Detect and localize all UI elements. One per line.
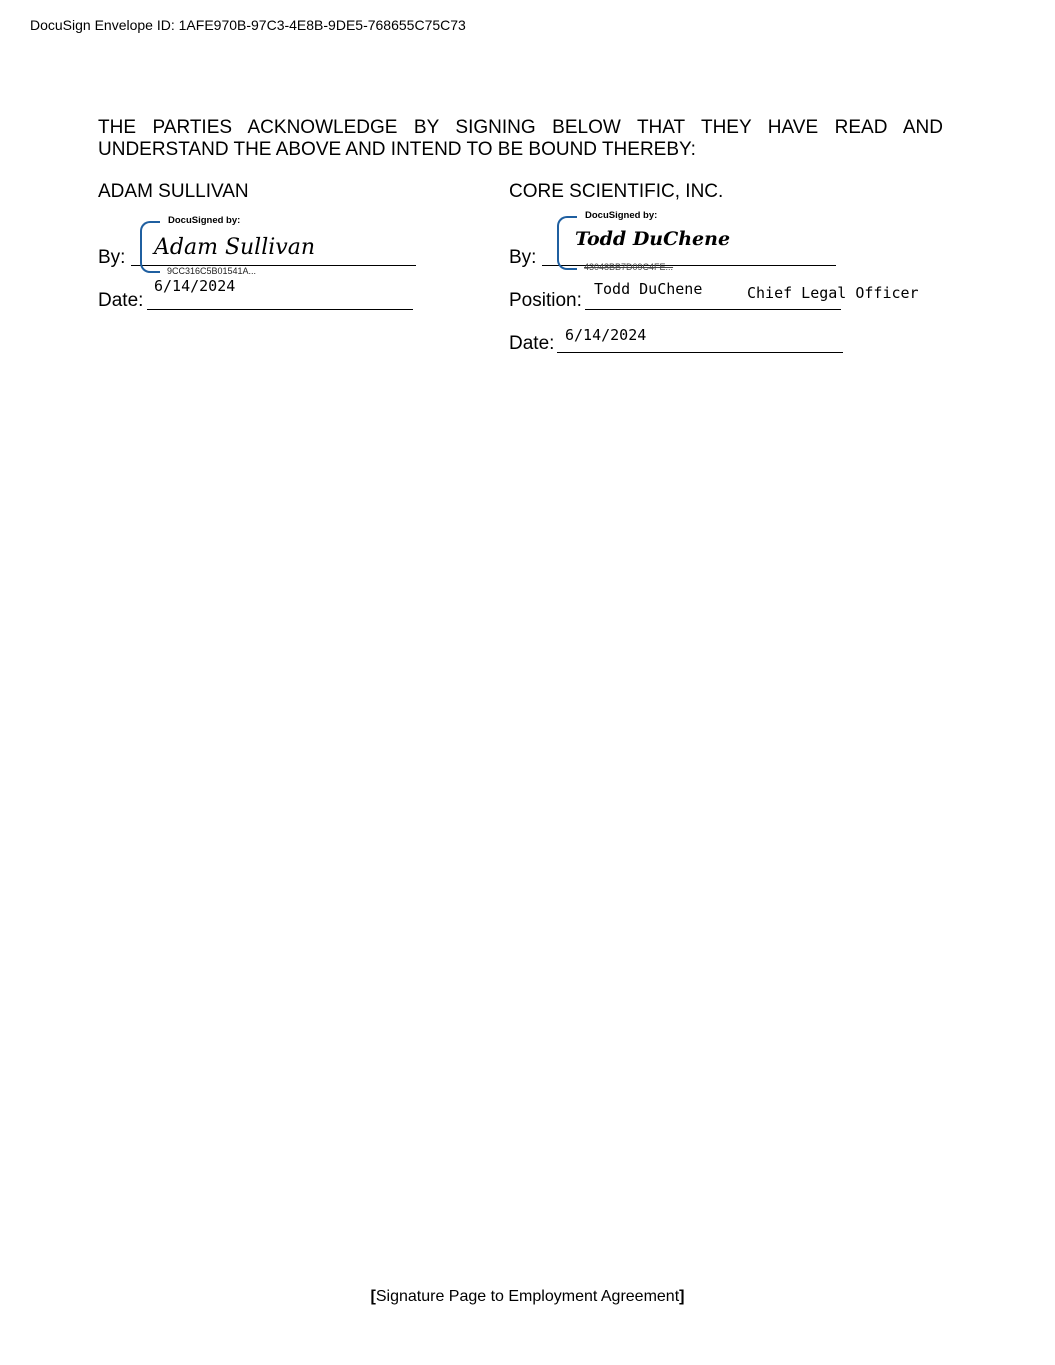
right-docusign-stamp[interactable] [557, 210, 731, 272]
left-signature-id: 9CC316C5B01541A... [167, 266, 257, 276]
right-signature-id: 43048BB7D09C4FE... [584, 262, 674, 272]
docusign-header: DocuSigned by: [585, 210, 658, 221]
page-footer [0, 1288, 1055, 1306]
docusign-header: DocuSigned by: [168, 215, 241, 226]
right-date-value[interactable]: 6/14/2024 [565, 326, 647, 344]
right-party-name: CORE SCIENTIFIC, INC. [509, 181, 724, 202]
right-position-label: Position: [509, 290, 582, 311]
right-date-line [557, 352, 843, 353]
left-date-label: Date: [98, 290, 144, 311]
right-position-name[interactable]: Todd DuChene [594, 280, 703, 298]
footer-close-bracket: ] [679, 1288, 685, 1305]
left-date-value[interactable]: 6/14/2024 [154, 277, 236, 295]
left-by-label: By: [98, 247, 126, 268]
left-date-line [147, 309, 413, 310]
left-signature: Adam Sullivan [154, 235, 316, 260]
right-signature: Todd DuChene [575, 228, 731, 250]
left-docusign-stamp[interactable] [140, 215, 316, 276]
docusign-bracket [557, 216, 577, 270]
acknowledgement-paragraph: THE PARTIES ACKNOWLEDGE BY SIGNING BELOW THAT THEY HAVE READ AND UNDERSTAND THE ABOVE AND INTEND TO BE BOUND THEREBY: [98, 117, 943, 160]
right-position-line [585, 309, 841, 310]
left-party-name: ADAM SULLIVAN [98, 181, 249, 202]
right-date-label: Date: [509, 333, 555, 354]
right-by-label: By: [509, 247, 537, 268]
footer-text: Signature Page to Employment Agreement [375, 1288, 680, 1305]
envelope-id: DocuSign Envelope ID: 1AFE970B-97C3-4E8B-9DE5-768655C75C73 [30, 17, 466, 33]
right-position-title[interactable]: Chief Legal Officer [747, 284, 919, 302]
footer-open-bracket: [ [370, 1288, 376, 1305]
